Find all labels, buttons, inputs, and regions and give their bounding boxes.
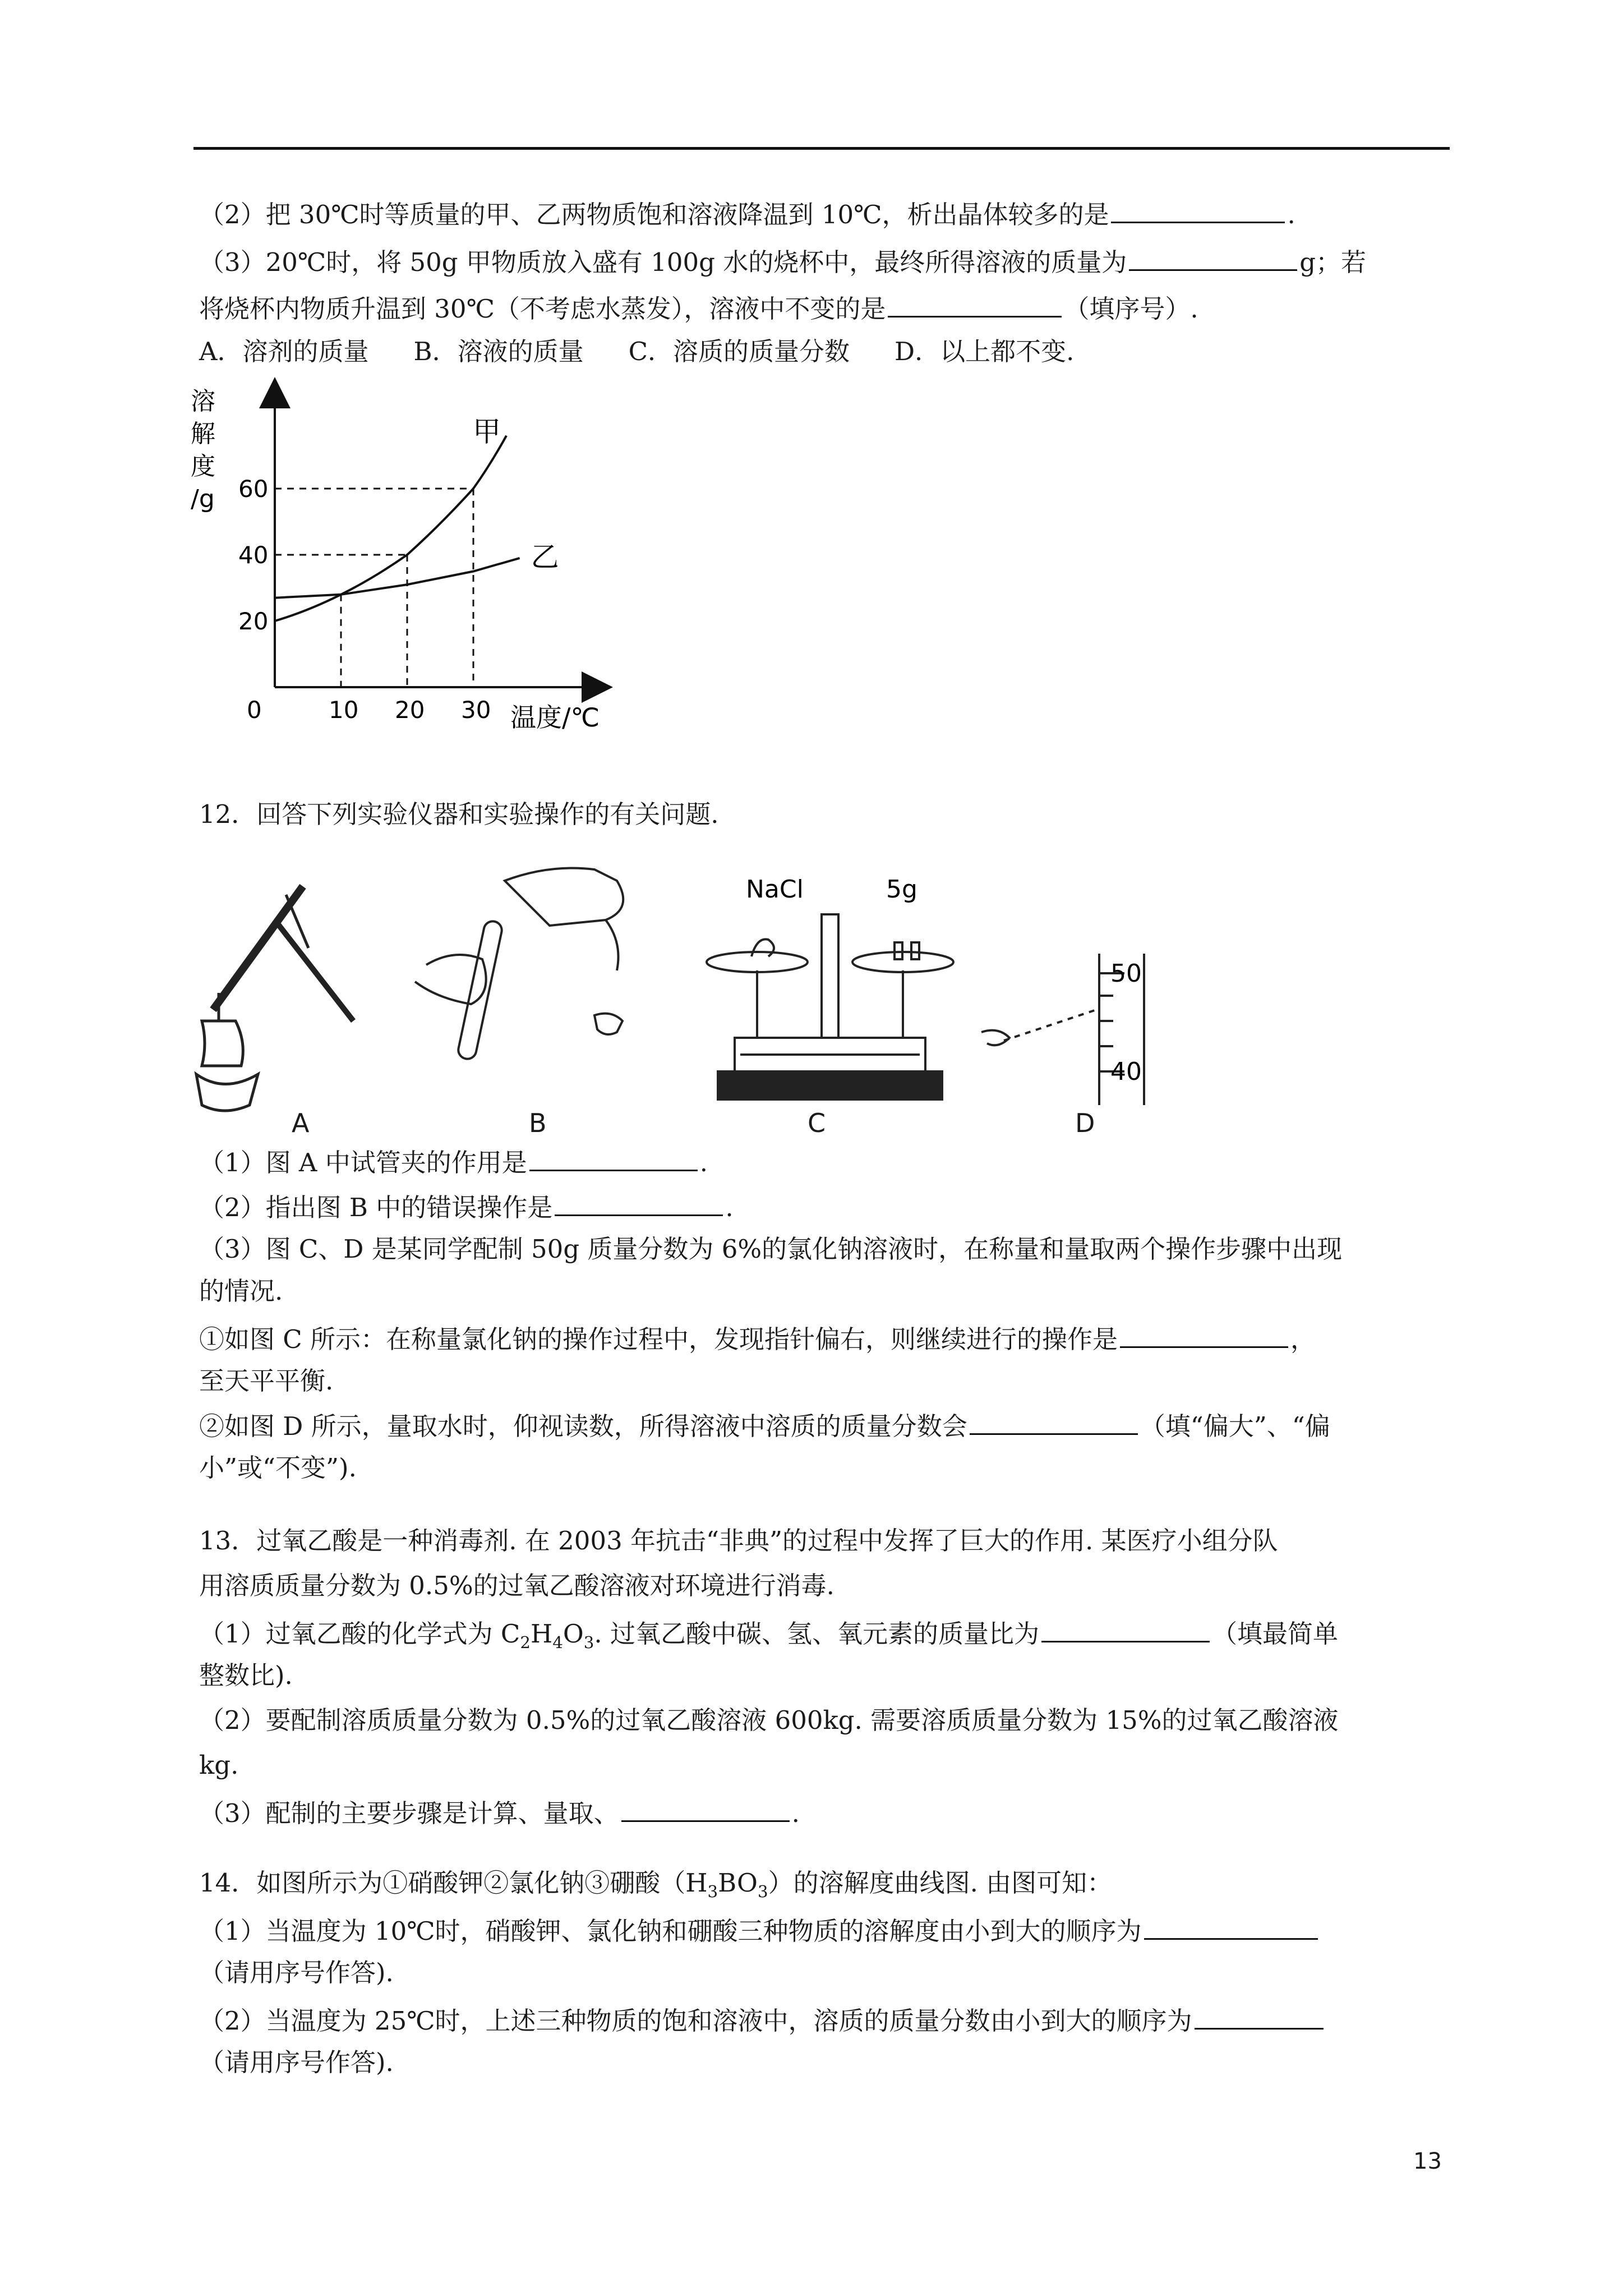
y-tick-label: 60: [238, 475, 269, 503]
q13-line-5: （2）要配制溶质质量分数为 0.5%的过氧乙酸溶液 600kg. 需要溶质质量分数为 15%的过氧乙酸溶液: [199, 1705, 1339, 1735]
figure-b-pouring: [415, 868, 623, 1061]
q11-line-2: （2）把 30℃时等质量的甲、乙两物质饱和溶液降温到 10℃，析出晶体较多的是 .: [199, 196, 1450, 230]
q12-part-5a: ②如图 D 所示，量取水时，仰视读数，所得溶液中溶质的质量分数会 （填“偏大”、“偏: [199, 1408, 1450, 1442]
y-tick-label: 20: [238, 608, 269, 635]
figure-d-40-label: 40: [1110, 1057, 1142, 1086]
figure-a-heating: [196, 886, 353, 1111]
curves: [275, 416, 559, 621]
figure-label-c: C: [808, 1108, 826, 1138]
y-axis-label: [191, 387, 215, 513]
q12-part-2: （2）指出图 B 中的错误操作是 .: [199, 1189, 1450, 1223]
figure-c-balance: [707, 914, 953, 1099]
figure-label-b: B: [529, 1108, 547, 1138]
answer-blank[interactable]: [888, 291, 1062, 318]
solubility-chart: [185, 376, 645, 746]
option-b: B．溶液的质量: [413, 337, 584, 366]
q13-line-4: 整数比).: [199, 1660, 293, 1690]
answer-blank[interactable]: [970, 1408, 1138, 1435]
q13-line-3: （1）过氧乙酸的化学式为 $C_2H_4O_3$. 过氧乙酸中碳、氢、氧元素的质量比为 （填最简单: [199, 1616, 1450, 1653]
x-tick-label: 20: [395, 696, 425, 724]
answer-blank[interactable]: [1041, 1616, 1210, 1642]
figure-label-a: A: [292, 1108, 310, 1138]
y-label-char: /g: [191, 485, 215, 513]
figure-c-nacl-label: NaCl: [746, 875, 804, 904]
q14-line-1: 14．如图所示为①硝酸钾②氯化钠③硼酸$(H_3BO_3)$的溶解度曲线图. 由图可知：: [199, 1868, 1113, 1901]
figure-label-d: D: [1075, 1108, 1095, 1138]
series-label: 甲: [473, 415, 501, 448]
q13-line-7: （3）配制的主要步骤是计算、量取、 .: [199, 1795, 1450, 1829]
q12-title: 12．回答下列实验仪器和实验操作的有关问题.: [199, 799, 719, 829]
figure-c-weight-label: 5g: [886, 875, 917, 904]
q13-line-2: 用溶质质量分数为 0.5%的过氧乙酸溶液对环境进行消毒.: [199, 1571, 834, 1600]
answer-blank[interactable]: [1144, 1913, 1318, 1940]
answer-blank[interactable]: [1129, 244, 1297, 271]
series-line-1: [275, 436, 506, 621]
answer-blank[interactable]: [555, 1189, 723, 1216]
q11-options: [199, 337, 1450, 367]
answer-blank[interactable]: [621, 1795, 790, 1822]
option-c: C．溶质的质量分数: [628, 337, 850, 366]
q12-part-4b: 至天平平衡.: [199, 1366, 334, 1396]
q12-part-3a: （3）图 C、D 是某同学配制 50g 质量分数为 6%的氯化钠溶液时，在称量和量取两个操作步骤中出现: [199, 1234, 1343, 1264]
q14-line-3: （请用序号作答).: [199, 1958, 394, 1987]
y-label-char: 溶: [191, 387, 215, 416]
guide-lines: [275, 489, 473, 687]
q14-line-5: （请用序号作答).: [199, 2047, 394, 2077]
y-tick-label: 40: [238, 541, 269, 569]
x-tick-label: 30: [461, 696, 491, 724]
x-tick-label: 0: [247, 696, 262, 724]
series-line-2: [275, 558, 520, 598]
answer-blank[interactable]: [529, 1144, 698, 1171]
y-label-char: 解: [191, 420, 215, 448]
q12-part-5b: 小”或“不变”).: [199, 1453, 357, 1483]
x-axis-label: 温度/℃: [510, 702, 600, 733]
y-label-char: 度: [191, 452, 215, 481]
figure-d-50-label: 50: [1110, 959, 1142, 988]
page-number: 13: [1413, 2148, 1442, 2174]
x-tick-label: 10: [329, 696, 359, 724]
q12-part-4a: ①如图 C 所示：在称量氯化钠的操作过程中，发现指针偏右，则继续进行的操作是 ，: [199, 1321, 1450, 1355]
q12-part-1: （1）图 A 中试管夹的作用是 .: [199, 1144, 1450, 1178]
option-a: A．溶剂的质量: [199, 337, 369, 366]
q13-line-1: 13．过氧乙酸是一种消毒剂. 在 2003 年抗击“非典”的过程中发挥了巨大的作用. 某医疗小组分队: [199, 1526, 1278, 1556]
q13-line-6: kg.: [199, 1750, 239, 1780]
answer-blank[interactable]: [1111, 196, 1285, 223]
q11-line-3: （3）20℃时，将 50g 甲物质放入盛有 100g 水的烧杯中，最终所得溶液的质量为 g；若: [199, 244, 1450, 278]
series-label: 乙: [531, 540, 559, 573]
q14-line-2: （1）当温度为 10℃时，硝酸钾、氯化钠和硼酸三种物质的溶解度由小到大的顺序为: [199, 1913, 1450, 1947]
answer-blank[interactable]: [1120, 1321, 1288, 1348]
q14-line-4: （2）当温度为 25℃时，上述三种物质的饱和溶液中，溶质的质量分数由小到大的顺序为: [199, 2003, 1450, 2036]
answer-blank[interactable]: [1195, 2003, 1324, 2030]
q12-part-3b: 的情况.: [199, 1276, 283, 1306]
experiment-figures: [191, 858, 1368, 1139]
option-d: D．以上都不变.: [895, 337, 1075, 366]
q11-line-4: 将烧杯内物质升温到 30℃（不考虑水蒸发），溶液中不变的是 （填序号）.: [199, 291, 1450, 324]
header-rule: [193, 147, 1450, 150]
